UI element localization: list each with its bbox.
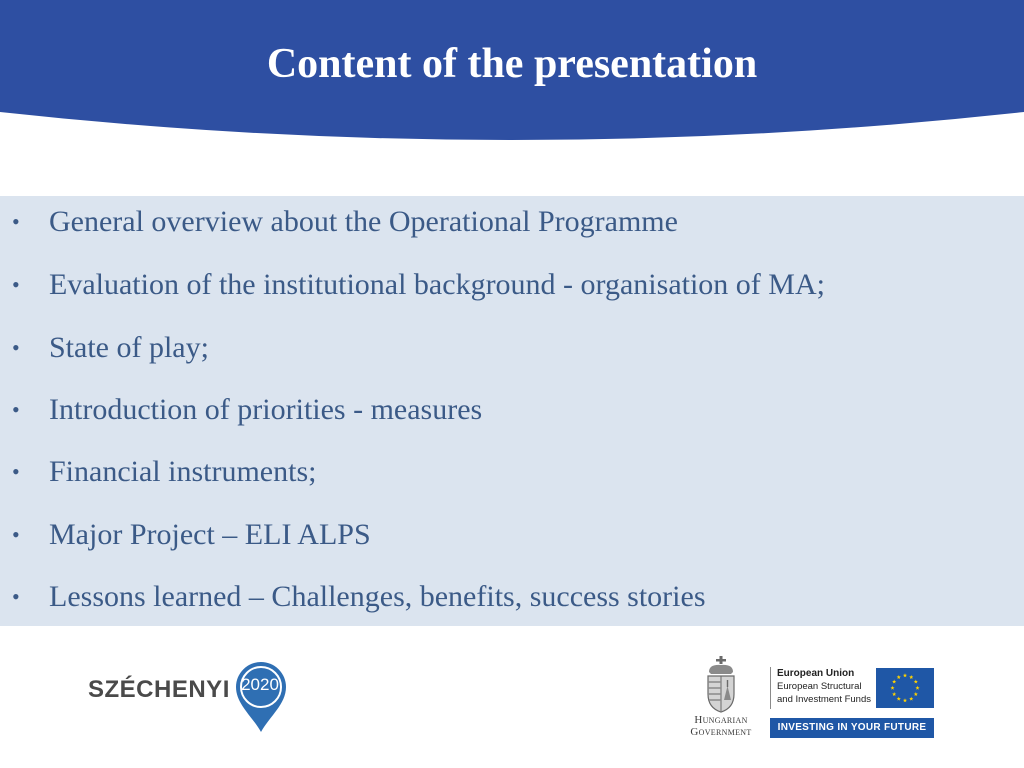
bullet-item: [0, 390, 1024, 430]
eu-flag-icon: [876, 668, 934, 708]
bullet-item: [0, 452, 1024, 492]
bullet-dot: •: [12, 397, 20, 422]
map-pin-icon: [234, 660, 288, 734]
bullet-dot: •: [12, 209, 20, 234]
bullet-item: [0, 202, 1024, 242]
hungarian-government-logo: [680, 656, 762, 746]
eu-banner: INVESTING IN YOUR FUTURE: [770, 718, 934, 738]
eu-texts: [770, 667, 881, 709]
bullet-item: [0, 265, 1024, 305]
bullet-dot: •: [12, 272, 20, 297]
bullet-text: State of play;: [49, 331, 209, 364]
hungarian-government-line2: Government: [690, 726, 752, 738]
bullet-text: Major Project – ELI ALPS: [49, 518, 371, 551]
hungarian-government-line1: Hungarian: [694, 714, 748, 726]
bullet-text: General overview about the Operational Programme: [49, 205, 678, 238]
bullet-text: Evaluation of the institutional background - organisation of MA;: [49, 268, 825, 301]
eu-line2: European Structural: [777, 681, 862, 692]
bullet-text: Financial instruments;: [49, 455, 317, 488]
bullet-dot: •: [12, 584, 20, 609]
bullet-item: [0, 515, 1024, 555]
eu-line1: European Union: [777, 668, 855, 679]
eu-line3: and Investment Funds: [777, 694, 871, 705]
bullet-dot: •: [12, 459, 20, 484]
eu-funds-logo: [770, 667, 936, 741]
content-panel: [0, 196, 1024, 626]
szechenyi-year: 2020: [241, 675, 279, 694]
bullet-dot: •: [12, 522, 20, 547]
szechenyi-wordmark: SZÉCHENYI: [88, 676, 230, 703]
coat-of-arms-icon: [704, 656, 738, 714]
bullet-item: [0, 577, 1024, 617]
bullet-item: [0, 328, 1024, 368]
slide-title: Content of the presentation: [266, 41, 758, 87]
bullet-text: Introduction of priorities - measures: [49, 393, 483, 426]
bullet-dot: •: [12, 335, 20, 360]
bullet-text: Lessons learned – Challenges, benefits, success stories: [49, 580, 706, 613]
szechenyi-2020-logo: [88, 660, 288, 740]
